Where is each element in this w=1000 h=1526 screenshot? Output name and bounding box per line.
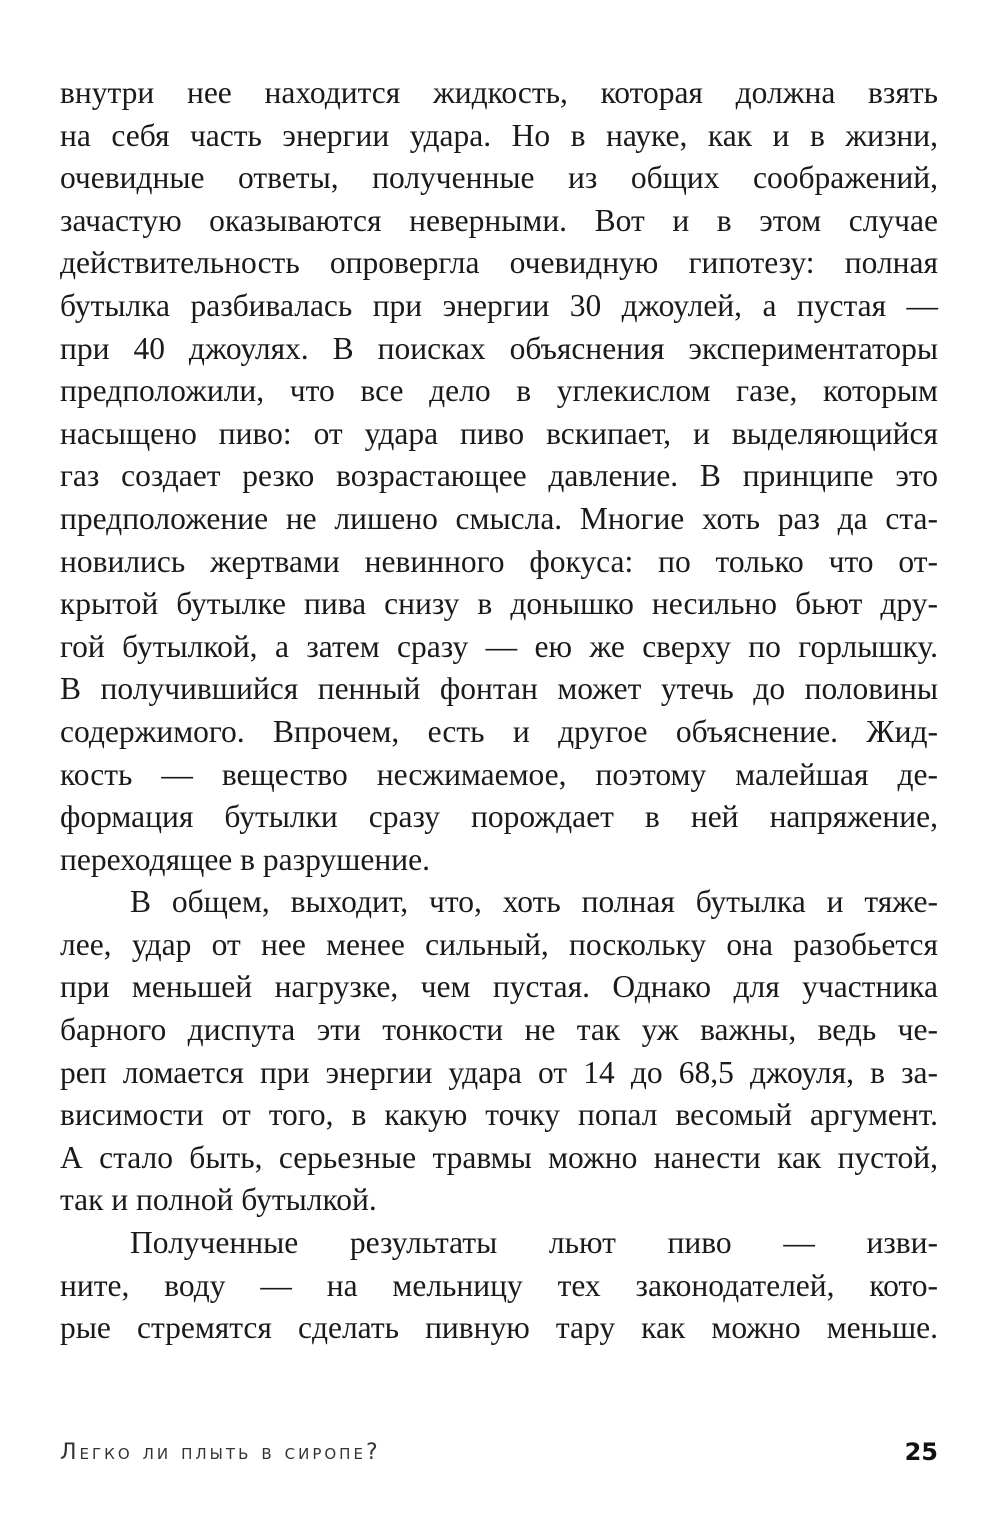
- text-line: барного диспута эти тонкости не так уж важны, ведь че-: [60, 1012, 938, 1048]
- text-line: газ создает резко возрастающее давление. В принципе это: [60, 458, 938, 494]
- text-line: зачастую оказываются неверными. Вот и в этом случае: [60, 202, 938, 238]
- paragraph-3: [60, 1222, 938, 1350]
- text-line: содержимого. Впрочем, есть и другое объяснение. Жид-: [60, 713, 938, 749]
- text-line: А стало быть, серьезные травмы можно нанести как пустой,: [60, 1139, 938, 1175]
- text-line: насыщено пиво: от удара пиво вскипает, и выделяющийся: [60, 415, 938, 451]
- text-line: формация бутылки сразу порождает в ней напряжение,: [60, 799, 938, 835]
- body-text: [60, 72, 938, 1350]
- text-line: крытой бутылке пива снизу в донышко несильно бьют дру-: [60, 586, 938, 622]
- text-line: действительность опровергла очевидную гипотезу: полная: [60, 245, 938, 281]
- page-number: 25: [904, 1438, 938, 1466]
- running-title: Легко ли плыть в сиропе?: [60, 1439, 381, 1465]
- text-line: висимости от того, в какую точку попал весомый аргумент.: [60, 1097, 938, 1133]
- text-line: В получившийся пенный фонтан может утечь до половины: [60, 671, 938, 707]
- text-line: кость — вещество несжимаемое, поэтому малейшая де-: [60, 756, 938, 792]
- paragraph-1: [60, 72, 938, 881]
- text-line: предположение не лишено смысла. Многие хоть раз да ста-: [60, 500, 938, 536]
- text-line: переходящее в разрушение.: [60, 841, 430, 877]
- text-line: очевидные ответы, полученные из общих соображений,: [60, 160, 938, 196]
- text-line: реп ломается при энергии удара от 14 до 68,5 джоуля, в за-: [60, 1054, 938, 1090]
- text-line: лее, удар от нее менее сильный, поскольку она разобьется: [60, 926, 938, 962]
- text-line: В общем, выходит, что, хоть полная бутылка и тяже-: [130, 884, 938, 920]
- text-line: новились жертвами невинного фокуса: по только что от-: [60, 543, 938, 579]
- text-line: при 40 джоулях. В поисках объяснения экспериментаторы: [60, 330, 938, 366]
- text-line: на себя часть энергии удара. Но в науке, как и в жизни,: [60, 117, 938, 153]
- text-line: Полученные результаты льют пиво — изви-: [130, 1225, 938, 1261]
- text-line: предположили, что все дело в углекислом газе, которым: [60, 373, 938, 409]
- text-line: рые стремятся сделать пивную тару как можно меньше.: [60, 1310, 938, 1346]
- text-line: гой бутылкой, а затем сразу — ею же сверху по горлышку.: [60, 628, 938, 664]
- text-line: ните, воду — на мельницу тех законодателей, кото-: [60, 1267, 938, 1303]
- text-line: так и полной бутылкой.: [60, 1182, 377, 1218]
- page-footer: [60, 1432, 938, 1472]
- text-line: бутылка разбивалась при энергии 30 джоулей, а пустая —: [60, 287, 938, 323]
- paragraph-2: [60, 881, 938, 1222]
- text-line: при меньшей нагрузке, чем пустая. Однако для участника: [60, 969, 938, 1005]
- text-line: внутри нее находится жидкость, которая должна взять: [60, 75, 938, 110]
